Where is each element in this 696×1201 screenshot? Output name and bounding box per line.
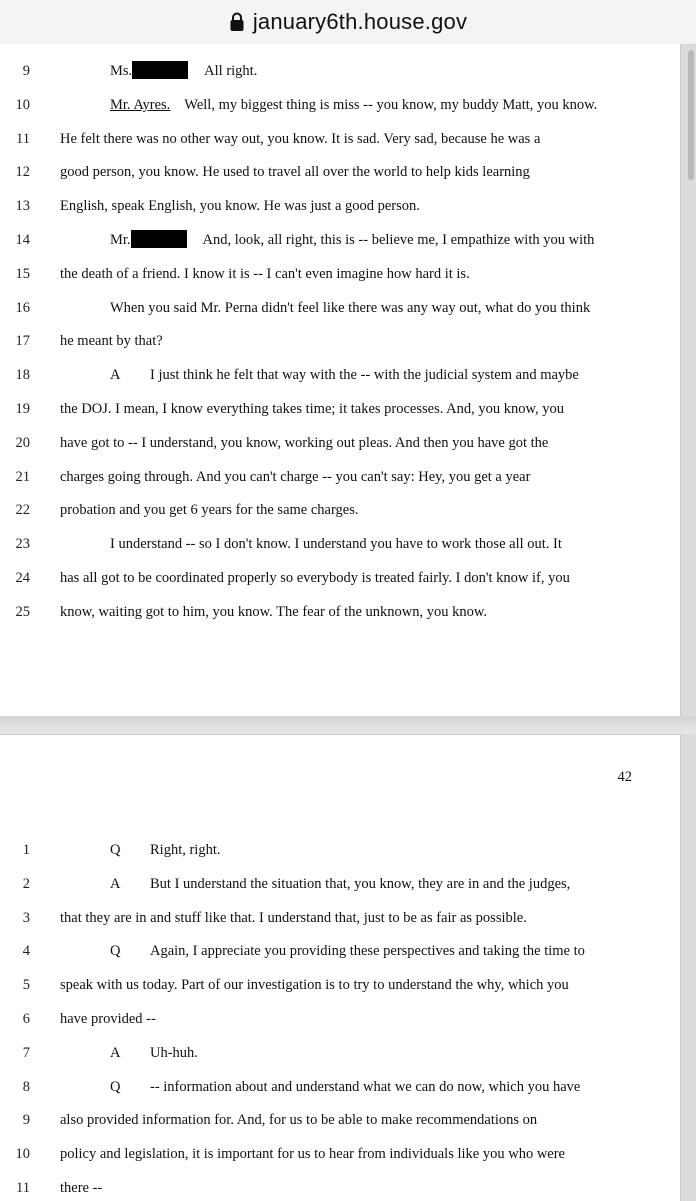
transcript-line: [0, 1109, 680, 1131]
line-number: 22: [15, 502, 30, 519]
line-body: know, waiting got to him, you know. The fear of the unknown, you know.: [60, 603, 488, 620]
line-text: [60, 195, 420, 217]
transcript-line: [0, 1042, 680, 1064]
line-text: [60, 1109, 537, 1131]
line-number: 7: [22, 1044, 30, 1061]
qa-marker: Q: [110, 943, 121, 960]
line-number: 12: [15, 164, 30, 181]
line-body: that they are in and stuff like that. I understand that, just to be as fair as possible.: [60, 909, 527, 926]
line-text: [60, 128, 540, 150]
line-number: 20: [15, 434, 30, 451]
line-text: [60, 567, 570, 589]
line-number: 6: [22, 1011, 30, 1027]
line-body: When you said Mr. Perna didn't feel like there was any way out, what do you think: [110, 299, 591, 316]
line-body: policy and legislation, it is important for us to hear from individuals like you who were: [60, 1146, 565, 1163]
transcript-line: [0, 601, 680, 623]
line-body: also provided information for. And, for us to be able to make recommendations on: [60, 1112, 538, 1129]
transcript-line: [0, 499, 680, 521]
line-number: 25: [15, 603, 30, 620]
qa-marker: A: [110, 1044, 121, 1061]
line-body: the death of a friend. I know it is -- I can't even imagine how hard it is.: [60, 265, 470, 282]
line-number: 11: [16, 1180, 30, 1196]
line-body: charges going through. And you can't charge -- you can't say: Hey, you get a year: [60, 468, 531, 485]
line-number: 18: [15, 367, 30, 384]
line-text: [60, 907, 527, 929]
transcript-line: [0, 128, 680, 150]
transcript-line: [0, 432, 680, 454]
qa-marker: Q: [110, 842, 121, 858]
line-text: [60, 398, 564, 420]
qa-marker: A: [110, 875, 121, 892]
line-body: All right.: [204, 63, 258, 79]
transcript-line: [0, 161, 680, 183]
transcript-line: [0, 94, 680, 116]
transcript-line: [0, 466, 680, 488]
transcript-line: [0, 330, 680, 352]
line-text: [60, 466, 530, 488]
line-number: 4: [22, 943, 30, 960]
line-number: 5: [22, 977, 30, 994]
line-body: But I understand the situation that, you know, they are in and the judges,: [150, 875, 571, 892]
line-text: [60, 974, 569, 996]
redaction-block: [131, 230, 187, 248]
line-body: probation and you get 6 years for the same charges.: [60, 502, 359, 519]
line-body: I just think he felt that way with the -- with the judicial system and maybe: [150, 367, 579, 384]
line-number: 16: [15, 299, 30, 316]
line-text: [110, 533, 562, 555]
line-text: [110, 60, 257, 82]
redaction-block: [132, 61, 188, 79]
line-body: Again, I appreciate you providing these perspectives and taking the time to: [150, 943, 585, 960]
line-text: [60, 1008, 156, 1030]
transcript-line: [0, 1177, 680, 1199]
line-text: [110, 1076, 580, 1098]
line-text: [110, 297, 590, 319]
line-body: has all got to be coordinated properly so everybody is treated fairly. I don't know if, you: [60, 570, 570, 586]
line-number: 10: [15, 1146, 30, 1163]
line-text: [60, 161, 530, 183]
line-text: [60, 499, 359, 521]
line-number: 10: [15, 96, 30, 113]
line-number: 15: [15, 265, 30, 282]
page-number: 42: [617, 769, 632, 785]
line-text: [60, 330, 163, 352]
line-number: 23: [15, 536, 30, 553]
transcript-page-42: [0, 734, 681, 1201]
line-number: 1: [22, 842, 30, 858]
transcript-line: [0, 1076, 680, 1098]
line-body: English, speak English, you know. He was just a good person.: [60, 198, 420, 215]
qa-marker: Q: [110, 1078, 121, 1095]
transcript-line: [0, 195, 680, 217]
lock-icon: [229, 12, 245, 32]
transcript-line: [0, 974, 680, 996]
line-text: [110, 1042, 198, 1064]
transcript-line: [0, 60, 680, 82]
transcript-line: [0, 839, 680, 861]
speaker-label: Mr. Ayres.: [110, 96, 171, 113]
line-body: Uh-huh.: [150, 1044, 198, 1061]
line-text: [110, 94, 597, 116]
transcript-line: [0, 533, 680, 555]
line-text: [60, 601, 487, 623]
line-body: And, look, all right, this is -- believe me, I empathize with you with: [202, 232, 595, 248]
transcript-line: [0, 263, 680, 285]
line-number: 3: [22, 909, 30, 926]
scrollbar[interactable]: [688, 50, 694, 180]
line-number: 9: [22, 63, 30, 79]
line-body: speak with us today. Part of our investigation is to try to understand the why, which you: [60, 977, 569, 994]
transcript-line: [0, 940, 680, 962]
line-body: there --: [60, 1180, 103, 1196]
line-text: [110, 839, 221, 861]
line-text: [110, 364, 579, 386]
line-number: 24: [15, 570, 30, 586]
line-body: have provided --: [60, 1011, 156, 1027]
line-body: He felt there was no other way out, you know. It is sad. Very sad, because he was a: [60, 130, 541, 147]
line-text: [60, 432, 548, 454]
line-number: 8: [22, 1078, 30, 1095]
transcript-page-41: [0, 44, 681, 716]
speaker-label: Ms.: [110, 63, 133, 79]
transcript-line: [0, 1143, 680, 1165]
line-number: 11: [16, 130, 30, 147]
page-separator: [0, 716, 696, 734]
line-body: Right, right.: [150, 842, 221, 858]
transcript-line: [0, 297, 680, 319]
line-text: [60, 263, 470, 285]
transcript-line: [0, 567, 680, 589]
transcript-line: [0, 873, 680, 895]
line-number: 2: [22, 875, 30, 892]
transcript-line: [0, 1008, 680, 1030]
url-domain: january6th.house.gov: [252, 9, 468, 34]
transcript-line: [0, 907, 680, 929]
line-body: I understand -- so I don't know. I understand you have to work those all out. It: [110, 536, 562, 553]
line-body: he meant by that?: [60, 333, 163, 350]
line-number: 9: [22, 1112, 30, 1129]
qa-marker: A: [110, 367, 121, 384]
line-body: -- information about and understand what we can do now, which you have: [150, 1078, 581, 1095]
line-text: [110, 940, 585, 962]
speaker-label: Mr.: [110, 232, 131, 248]
line-body: the DOJ. I mean, I know everything takes time; it takes processes. And, you know, you: [60, 401, 565, 417]
line-body: Well, my biggest thing is miss -- you know, my buddy Matt, you know.: [184, 96, 598, 113]
line-number: 14: [15, 232, 30, 248]
transcript-line: [0, 364, 680, 386]
line-text: [110, 229, 594, 251]
line-number: 19: [15, 401, 30, 417]
transcript-line: [0, 398, 680, 420]
line-number: 21: [15, 468, 30, 485]
line-text: [60, 1143, 565, 1165]
browser-address-bar[interactable]: [0, 0, 696, 45]
line-number: 17: [15, 333, 30, 350]
line-body: good person, you know. He used to travel all over the world to help kids learning: [60, 164, 530, 181]
line-number: 13: [15, 198, 30, 215]
line-text: [60, 1177, 102, 1199]
transcript-line: [0, 229, 680, 251]
line-text: [110, 873, 570, 895]
line-body: have got to -- I understand, you know, working out pleas. And then you have got the: [60, 434, 549, 451]
